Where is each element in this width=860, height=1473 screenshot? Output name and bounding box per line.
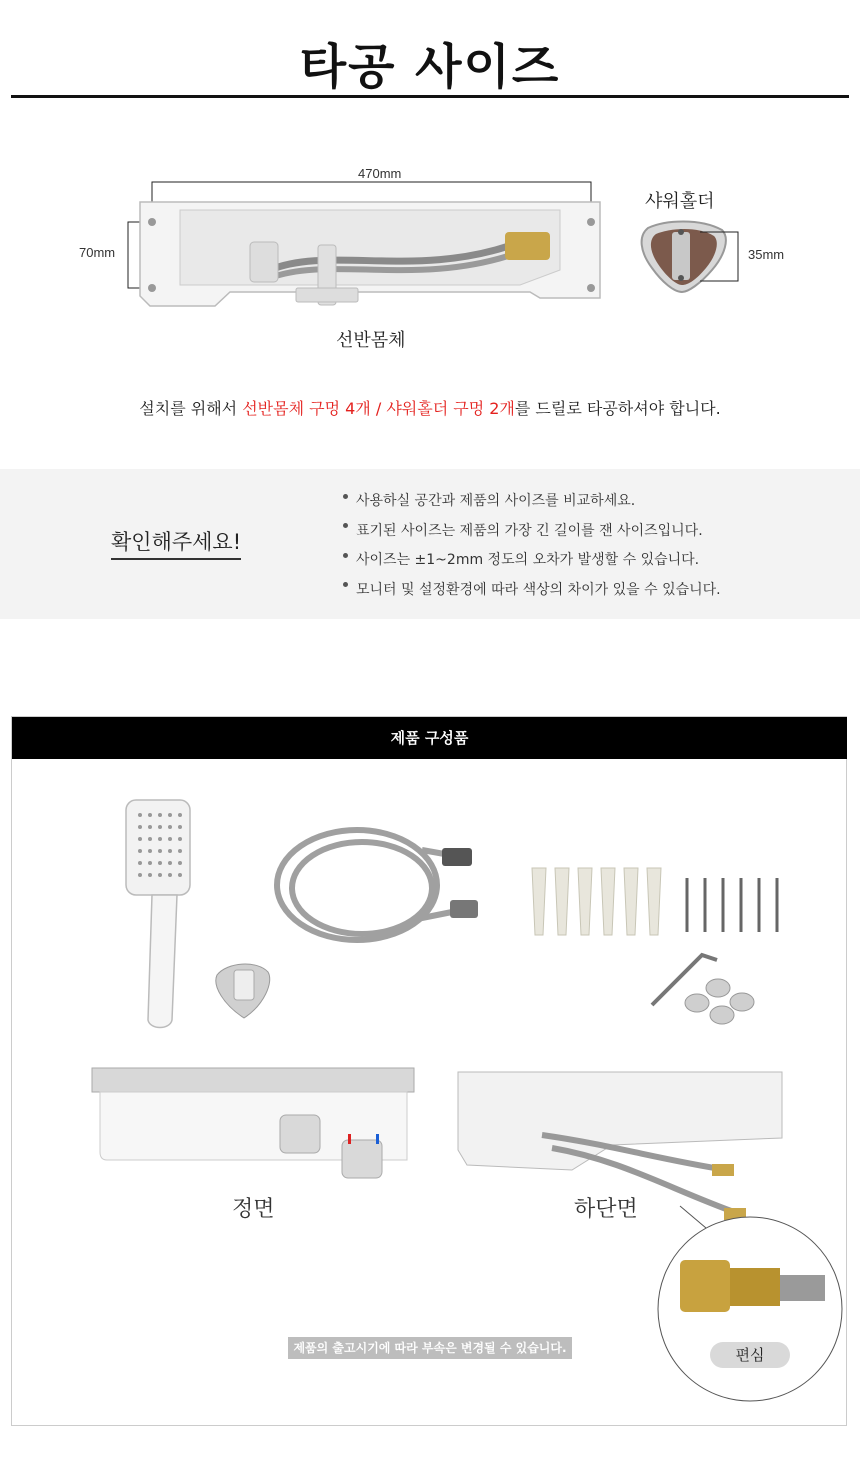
check-list — [343, 487, 721, 605]
screw-caps-image — [685, 979, 754, 1024]
drilling-notice — [0, 396, 860, 419]
check-item: 표기된 사이즈는 제품의 가장 긴 길이를 잰 사이즈입니다. — [343, 517, 721, 547]
shower-holder-caption: 샤워홀더 — [645, 191, 715, 212]
title-divider — [11, 95, 849, 98]
components-footnote: 제품의 출고시기에 따라 부속은 변경될 수 있습니다. — [288, 1337, 572, 1359]
width-dimension-line — [152, 182, 591, 202]
page-title: 타공 사이즈 — [299, 39, 561, 95]
check-item: 사이즈는 ±1~2mm 정도의 오차가 발생할 수 있습니다. — [343, 546, 721, 576]
bullet-icon — [343, 494, 348, 499]
components-illustration — [12, 760, 847, 1420]
hose-image — [277, 830, 467, 940]
components-header: 제품 구성품 — [12, 717, 847, 759]
bullet-icon — [343, 553, 348, 558]
wall-anchors-image — [532, 868, 661, 935]
notice-prefix: 설치를 위해서 — [139, 399, 243, 418]
check-item: 사용하실 공간과 제품의 사이즈를 비교하세요. — [343, 487, 721, 517]
small-holder-image — [216, 964, 270, 1018]
eccentric-label: 편심 — [710, 1342, 790, 1368]
shelf-body-image — [140, 202, 600, 306]
hose-end-image — [450, 900, 478, 918]
holder-height-label: 35mm — [748, 247, 785, 262]
hose-nut-image — [442, 848, 472, 866]
shelf-body-caption: 선반몸체 — [336, 330, 406, 351]
drilling-diagram — [0, 160, 860, 360]
check-title: 확인해주세요! — [111, 526, 241, 560]
width-label: 470mm — [358, 166, 402, 181]
front-view-image — [92, 1068, 414, 1178]
height-label: 70mm — [79, 245, 116, 260]
hex-key-image — [652, 955, 717, 1005]
screws-image — [687, 878, 777, 932]
bottom-view-label: 하단면 — [574, 1197, 638, 1222]
front-view-label: 정면 — [232, 1197, 275, 1222]
bullet-icon — [343, 582, 348, 587]
notice-highlight: 선반몸체 구멍 4개 / 샤워홀더 구멍 2개 — [242, 399, 515, 418]
hand-shower-image — [126, 800, 190, 1028]
notice-suffix: 를 드릴로 타공하셔야 합니다. — [514, 399, 721, 418]
eccentric-zoom-image — [658, 1206, 842, 1401]
bullet-icon — [343, 523, 348, 528]
check-item: 모니터 및 설정환경에 따라 색상의 차이가 있을 수 있습니다. — [343, 576, 721, 606]
